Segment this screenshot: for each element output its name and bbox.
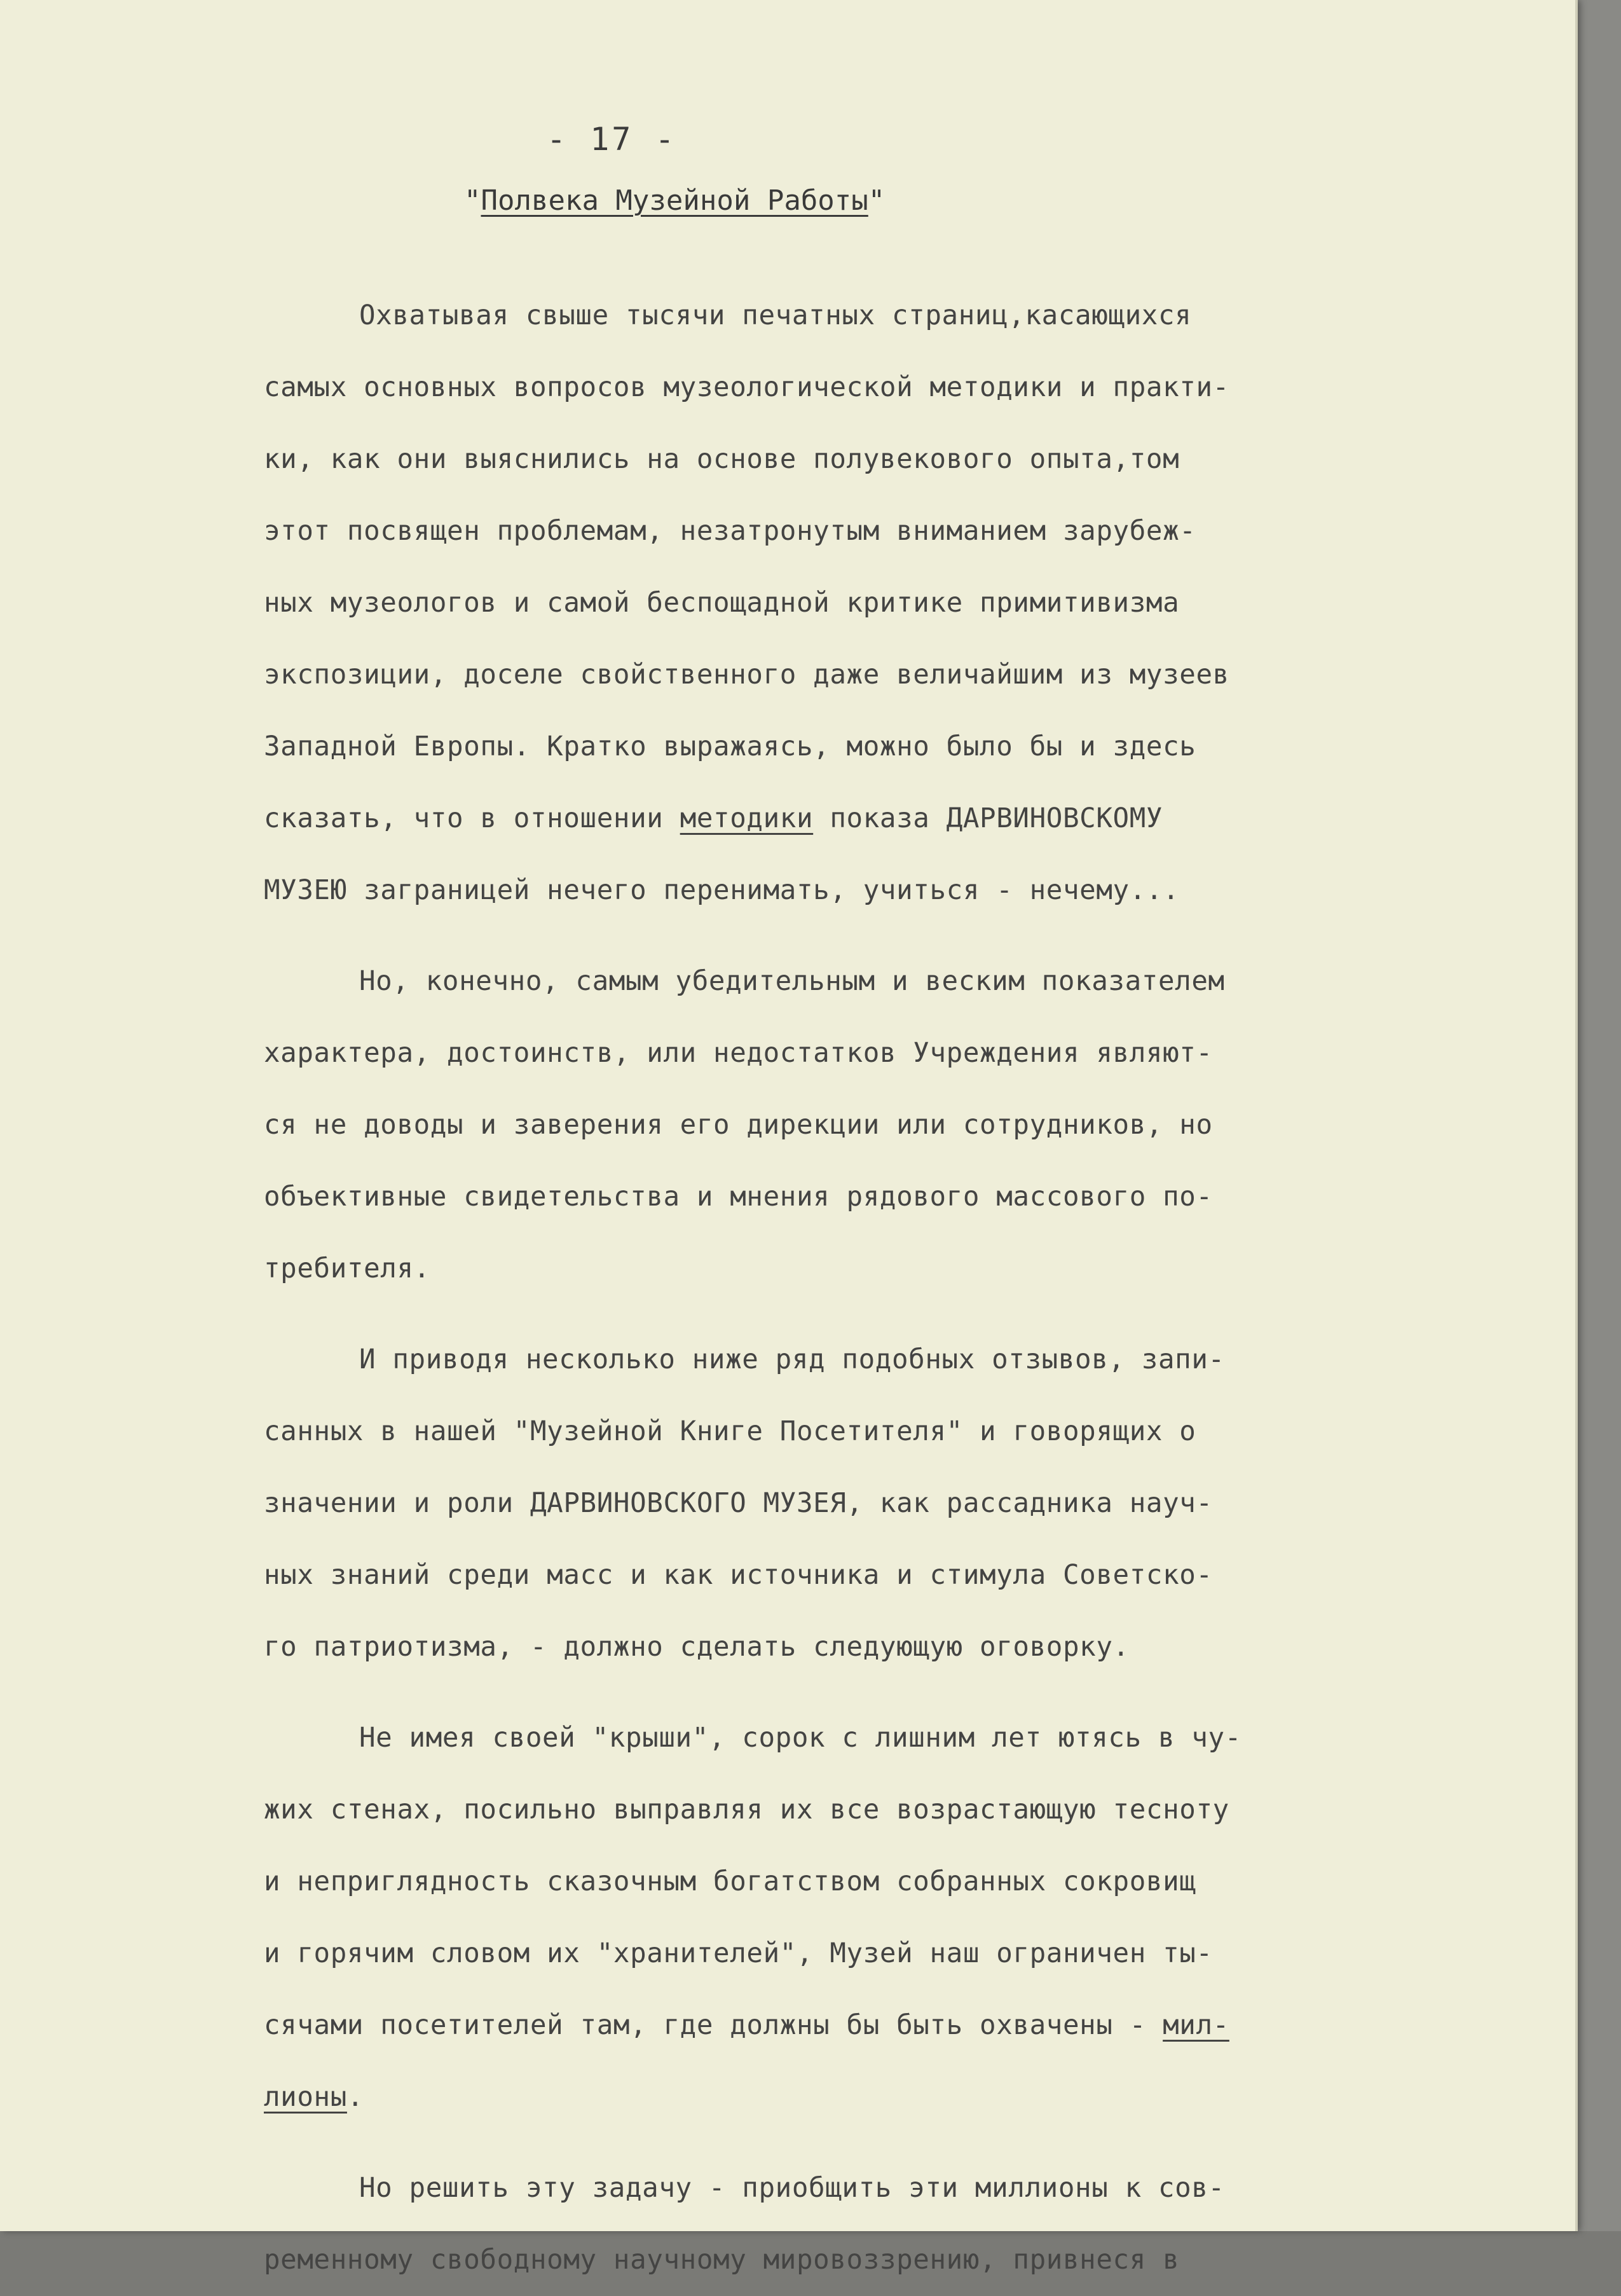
text-segment: Западной Европы. Кратко выражаясь, можно было бы и здесь <box>264 731 1196 762</box>
text-line <box>264 280 1522 352</box>
page-number: - 17 - <box>547 121 677 158</box>
text-segment: и горячим словом их "хранителей", Музей наш ограничен ты- <box>264 1938 1213 1969</box>
text-line <box>264 567 1522 639</box>
title-close-quote: " <box>868 184 886 217</box>
text-segment: самых основных вопросов музеологической методики и практи- <box>264 372 1229 403</box>
underlined-text: лионы <box>264 2082 347 2113</box>
underlined-text: мил- <box>1163 2010 1229 2041</box>
page-edge <box>1575 0 1578 2231</box>
text-segment: и неприглядность сказочным богатством собранных сокровищ <box>264 1866 1196 1897</box>
text-line <box>264 855 1522 926</box>
text-line <box>264 1774 1522 1846</box>
text-segment: сказать, что в отношении <box>264 803 680 834</box>
text-segment: значении и роли ДАРВИНОВСКОГО МУЗЕЯ, как рассадника науч- <box>264 1488 1213 1519</box>
text-segment: . <box>346 2082 364 2113</box>
text-segment: Но решить эту задачу - приобщить эти миллионы к сов- <box>359 2173 1225 2204</box>
title-text: Полвека Музейной Работы <box>481 184 868 217</box>
text-segment: Охватывая свыше тысячи печатных страниц,касающихся <box>359 300 1192 331</box>
text-segment: этот посвящен проблемам, незатронутым вниманием зарубеж- <box>264 516 1196 547</box>
text-segment: Не имея своей "крыши", сорок с лишним лет ютясь в чу- <box>359 1722 1241 1754</box>
text-line <box>264 1918 1522 1990</box>
text-line <box>264 1702 1522 1774</box>
text-line <box>264 1990 1522 2061</box>
text-line <box>264 1089 1522 1161</box>
text-line <box>264 639 1522 711</box>
text-line <box>264 1324 1522 1396</box>
text-segment: го патриотизма, - должно сделать следующую оговорку. <box>264 1632 1130 1663</box>
text-line <box>264 2152 1522 2224</box>
text-segment: Но, конечно, самым убедительным и веским показателем <box>359 966 1225 997</box>
title-open-quote: " <box>464 184 481 217</box>
text-segment: ных музеологов и самой беспощадной критике примитивизма <box>264 588 1180 619</box>
text-line <box>264 783 1522 855</box>
text-segment: объективные свидетельства и мнения рядового массового по- <box>264 1181 1213 1213</box>
text-line <box>264 2224 1522 2296</box>
text-line <box>264 1233 1522 1305</box>
text-segment: ременному свободному научному мировоззрению, привнеся в <box>264 2244 1180 2276</box>
text-line <box>264 1396 1522 1468</box>
text-line <box>264 1539 1522 1611</box>
text-segment: МУЗЕЮ заграницей нечего перенимать, учиться - нечему... <box>264 875 1180 906</box>
text-line <box>264 1846 1522 1918</box>
text-segment: жих стенах, посильно выправляя их все возрастающую тесноту <box>264 1794 1229 1825</box>
text-segment: характера, достоинств, или недостатков Учреждения являют- <box>264 1038 1213 1069</box>
text-segment: ся не доводы и заверения его дирекции или сотрудников, но <box>264 1110 1213 1141</box>
text-segment: экспозиции, доселе свойственного даже величайшим из музеев <box>264 659 1229 691</box>
text-segment: санных в нашей "Музейной Книге Посетителя" и говорящих о <box>264 1416 1196 1447</box>
text-line <box>264 1468 1522 1539</box>
text-line <box>264 1161 1522 1233</box>
text-line <box>264 2061 1522 2133</box>
text-segment: ки, как они выяснились на основе полувекового опыта,том <box>264 444 1180 475</box>
text-line <box>264 945 1522 1017</box>
text-line <box>264 352 1522 423</box>
text-segment: показа ДАРВИНОВСКОМУ <box>813 803 1163 834</box>
text-line <box>264 711 1522 783</box>
text-line <box>264 423 1522 495</box>
text-segment: И приводя несколько ниже ряд подобных отзывов, запи- <box>359 1344 1225 1375</box>
text-segment: сячами посетителей там, где должны бы быть охвачены - <box>264 2010 1163 2041</box>
document-title <box>464 184 885 217</box>
text-line <box>264 495 1522 567</box>
text-segment: требителя. <box>264 1253 430 1284</box>
text-line <box>264 1611 1522 1683</box>
text-line <box>264 1017 1522 1089</box>
text-segment: ных знаний среди масс и как источника и стимула Советско- <box>264 1560 1213 1591</box>
underlined-text: методики <box>680 803 814 834</box>
body-text <box>264 280 1522 2296</box>
